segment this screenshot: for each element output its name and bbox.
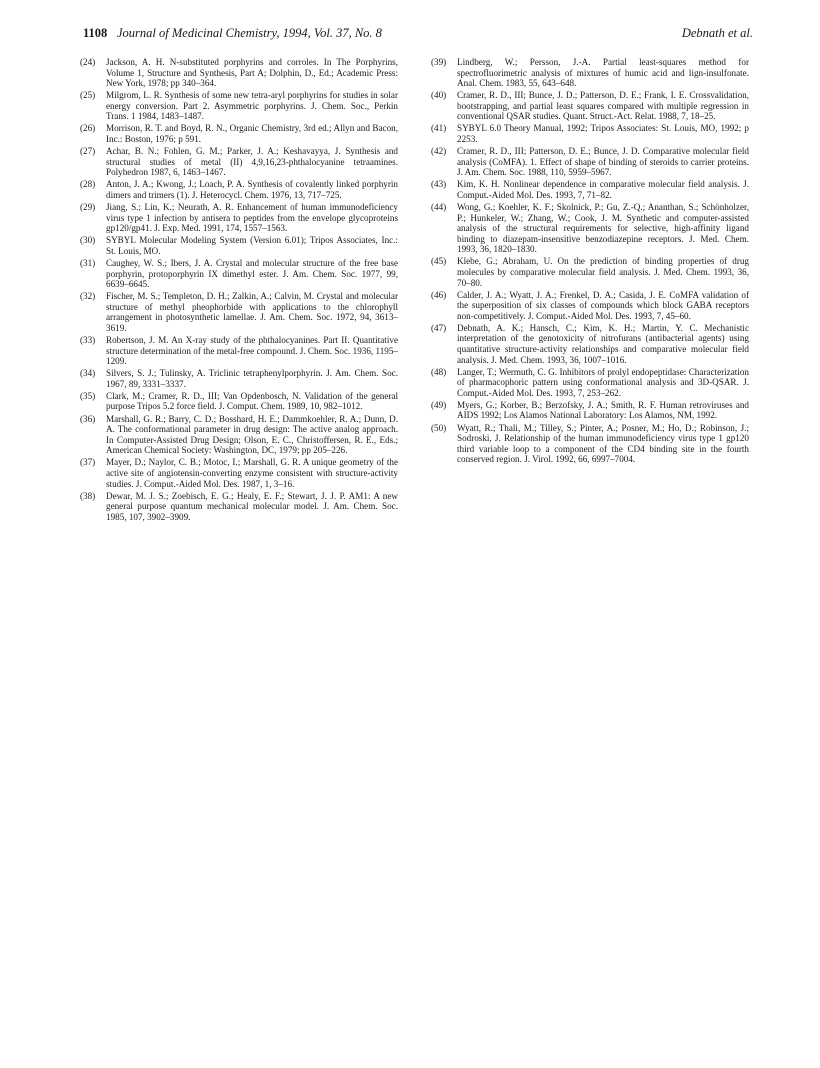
reference-entry — [431, 90, 749, 122]
reference-entry — [80, 291, 398, 333]
reference-entry — [80, 179, 398, 200]
reference-entry — [431, 202, 749, 255]
reference-text: Klebe, G.; Abraham, U. On the prediction of binding properties of drug molecules by comparative molecular field analysis. J. Med. Chem. 1993, 36, 70–80. — [457, 256, 749, 288]
reference-entry — [431, 367, 749, 399]
reference-number: (38) — [80, 490, 96, 501]
reference-number: (30) — [80, 235, 96, 246]
reference-entry — [80, 457, 398, 489]
reference-text: Morrison, R. T. and Boyd, R. N., Organic Chemistry, 3rd ed.; Allyn and Bacon, Inc.: Boston, 1976; p 591. — [106, 123, 398, 145]
reference-entry — [80, 57, 398, 89]
reference-number: (37) — [80, 457, 96, 468]
reference-text: Silvers, S. J.; Tulinsky, A. Triclinic tetraphenylporphyrin. J. Am. Chem. Soc. 1967, 89, 3331–3337. — [106, 368, 398, 389]
reference-entry — [80, 368, 398, 389]
reference-text: Achar, B. N.; Fohlen, G. M.; Parker, J. A.; Keshavayya, J. Synthesis and structural studies of metal (II) 4,9,16,23-phthalocyanine tetraamines. Polyhedron 1987, 6, 1463–1467. — [106, 146, 398, 178]
reference-text: Mayer, D.; Naylor, C. B.; Motoc, I.; Marshall, G. R. A unique geometry of the active site of angiotensin-converting enzyme consistent with structure-activity studies. J. Comput.-Aided Mol. Des. 1987, 1, 3–16. — [106, 457, 398, 489]
page-number: 1108 — [83, 26, 108, 40]
reference-text: Jackson, A. H. N-substituted porphyrins and corroles. In The Porphyrins, Volume 1, Structure and Synthesis, Part A; Dolphin, D., Ed.; Academic Press: New York, 1978; pp 340–364. — [106, 57, 398, 89]
reference-text: Wong, G.; Koehler, K. F.; Skolnick, P.; Gu, Z.-Q.; Ananthan, S.; Schönholzer, P.; Hunkeler, W.; Zhang, W.; Cook, J. M. Synthetic and computer-assisted analysis of the structural requirements for selective, high-affinity ligand binding to diazepam-insensitive benzodiazepine receptors. J. Med. Chem. 1993, 36, 1820–1830. — [457, 202, 749, 255]
reference-entry — [431, 423, 749, 465]
reference-number: (34) — [80, 368, 96, 379]
running-header — [83, 26, 753, 44]
reference-entry — [80, 414, 398, 456]
reference-text: Anton, J. A.; Kwong, J.; Loach, P. A. Synthesis of covalently linked porphyrin dimers and trimers (1). J. Heterocycl. Chem. 1976, 13, 717–725. — [106, 179, 398, 200]
reference-entry — [431, 400, 749, 421]
reference-text: Jiang, S.; Lin, K.; Neurath, A. R. Enhancement of human immunodeficiency virus type 1 infection by antisera to peptides from the envelope glycoproteins gp120/gp41. J. Exp. Med. 1991, 174, 1557–1563. — [106, 202, 398, 234]
reference-entry — [80, 123, 398, 144]
references-left-column — [80, 57, 398, 524]
reference-text: Calder, J. A.; Wyatt, J. A.; Frenkel, D. A.; Casida, J. E. CoMFA validation of the superposition of six classes of compounds which block GABA receptors non-competitively. J. Comput.-Aided Mol. Des. 1993, 7, 45–60. — [457, 289, 749, 321]
reference-text: Cramer, R. D., III; Patterson, D. E.; Bunce, J. D. Comparative molecular field analysis (CoMFA). 1. Effect of shape of binding of steroids to carrier proteins. J. Am. Chem. Soc. 1988, 110, 5959–5967. — [457, 146, 749, 178]
reference-entry — [431, 57, 749, 89]
reference-text: Kim, K. H. Nonlinear dependence in comparative molecular field analysis. J. Comput.-Aided Mol. Des. 1993, 7, 71–82. — [457, 179, 749, 200]
reference-entry — [80, 258, 398, 290]
reference-number: (26) — [80, 123, 96, 134]
reference-number: (40) — [431, 90, 447, 101]
reference-entry — [431, 256, 749, 288]
reference-number: (24) — [80, 57, 96, 67]
reference-text: Langer, T.; Wermuth, C. G. Inhibitors of prolyl endopeptidase: Characterization of pharmacophoric pattern using conformational analysis and 3D-QSAR. J. Comput.-Aided Mol. Des. 1993, 7, 253–262. — [457, 366, 749, 398]
reference-entry — [80, 90, 398, 122]
reference-number: (47) — [431, 322, 447, 333]
reference-text: Caughey, W. S.; Ibers, J. A. Crystal and molecular structure of the free base porphyrin, protoporphyrin IX dimethyl ester. J. Am. Chem. Soc. 1977, 99, 6639–6645. — [106, 258, 398, 290]
reference-number: (39) — [431, 57, 447, 67]
running-author: Debnath et al. — [681, 26, 753, 40]
reference-number: (49) — [431, 399, 447, 410]
reference-number: (46) — [431, 289, 447, 300]
reference-number: (42) — [431, 146, 447, 157]
reference-entry — [80, 235, 398, 256]
reference-text: SYBYL Molecular Modeling System (Version 6.01); Tripos Associates, Inc.: St. Louis, MO. — [106, 235, 398, 256]
reference-text: Marshall, G. R.; Barry, C. D.; Bosshard, H. E.; Dammkoehler, R. A.; Dunn, D. A. The conformational parameter in drug design: The active analog approach. In Computer-Assisted Drug Design; Olson, E. C., Christoffersen, R. E., Eds.; American Chemical Society: Washington, DC, 1979; pp 205–226. — [106, 413, 398, 456]
reference-entry — [80, 202, 398, 234]
reference-number: (29) — [80, 202, 96, 213]
references-right-column — [431, 57, 749, 466]
reference-number: (45) — [431, 256, 447, 267]
reference-entry — [80, 335, 398, 367]
reference-text: Myers, G.; Korber, B.; Berzofsky, J. A.; Smith, R. F. Human retroviruses and AIDS 1992; Los Alamos National Laboratory: Los Alamos, NM, 1992. — [457, 399, 749, 421]
reference-number: (43) — [431, 179, 447, 190]
reference-text: Dewar, M. J. S.; Zoebisch, E. G.; Healy, E. F.; Stewart, J. J. P. AM1: A new general purpose quantum mechanical molecular model. J. Am. Chem. Soc. 1985, 107, 3902–3909. — [106, 490, 398, 522]
reference-entry — [80, 391, 398, 412]
reference-text: Lindberg, W.; Persson, J.-A. Partial least-squares method for spectrofluorimetric analysis of mixtures of humic acid and lign-insulfonate. Anal. Chem. 1983, 55, 643–648. — [457, 57, 749, 89]
reference-number: (44) — [431, 202, 447, 213]
reference-number: (33) — [80, 335, 96, 346]
reference-entry — [431, 146, 749, 178]
journal-citation: Journal of Medicinal Chemistry, 1994, Vol. 37, No. 8 — [117, 26, 382, 40]
reference-number: (32) — [80, 291, 96, 302]
reference-text: Milgrom, L. R. Synthesis of some new tetra-aryl porphyrins for studies in solar energy conversion. Part 2. Asymmetric porphyrins. J. Chem. Soc., Perkin Trans. 1 1984, 1483–1487. — [106, 90, 398, 122]
reference-text: Robertson, J. M. An X-ray study of the phthalocyanines. Part II. Quantitative structure determination of the metal-free compound. J. Chem. Soc. 1936, 1195–1209. — [106, 335, 398, 367]
reference-number: (35) — [80, 390, 96, 401]
reference-number: (48) — [431, 366, 447, 377]
reference-text: Cramer, R. D., III; Bunce, J. D.; Patterson, D. E.; Frank, I. E. Crossvalidation, bootstrapping, and partial least squares compared with multiple regression in conventional QSAR studies. Quant. Struct.-Act. Relat. 1988, 7, 18–25. — [457, 90, 749, 122]
reference-number: (28) — [80, 179, 96, 190]
reference-text: SYBYL 6.0 Theory Manual, 1992; Tripos Associates: St. Louis, MO, 1992; p 2253. — [457, 123, 749, 145]
reference-entry — [431, 179, 749, 200]
reference-text: Fischer, M. S.; Templeton, D. H.; Zalkin, A.; Calvin, M. Crystal and molecular structure of methyl pheophorbide with applications to the chlorophyll arrangement in photosynthetic lamellae. J. Am. Chem. Soc. 1972, 94, 3613–3619. — [106, 291, 398, 333]
reference-number: (36) — [80, 413, 96, 424]
reference-number: (27) — [80, 146, 96, 157]
reference-entry — [431, 323, 749, 365]
reference-number: (41) — [431, 123, 447, 134]
reference-text: Debnath, A. K.; Hansch, C.; Kim, K. H.; Martin, Y. C. Mechanistic interpretation of the genotoxicity of nitrofurans (antibacterial agents) using quantitative structure-activity relationships and comparative molecular field analysis. J. Med. Chem. 1993, 36, 1007–1016. — [457, 322, 749, 365]
reference-text: Clark, M.; Cramer, R. D., III; Van Opdenbosch, N. Validation of the general purpose Tripos 5.2 force field. J. Comput. Chem. 1989, 10, 982–1012. — [106, 390, 398, 412]
reference-text: Wyatt, R.; Thali, M.; Tilley, S.; Pinter, A.; Posner, M.; Ho, D.; Robinson, J.; Sodroski, J. Relationship of the human immunodeficiency virus type 1 gp120 third variable loop to a component of the CD4 binding site in the fourth conserved region. J. Virol. 1992, 66, 6997–7004. — [457, 422, 749, 465]
reference-number: (50) — [431, 422, 447, 433]
reference-number: (31) — [80, 258, 96, 268]
reference-entry — [431, 123, 749, 144]
reference-entry — [431, 290, 749, 322]
reference-number: (25) — [80, 90, 96, 101]
reference-entry — [80, 146, 398, 178]
reference-entry — [80, 491, 398, 523]
